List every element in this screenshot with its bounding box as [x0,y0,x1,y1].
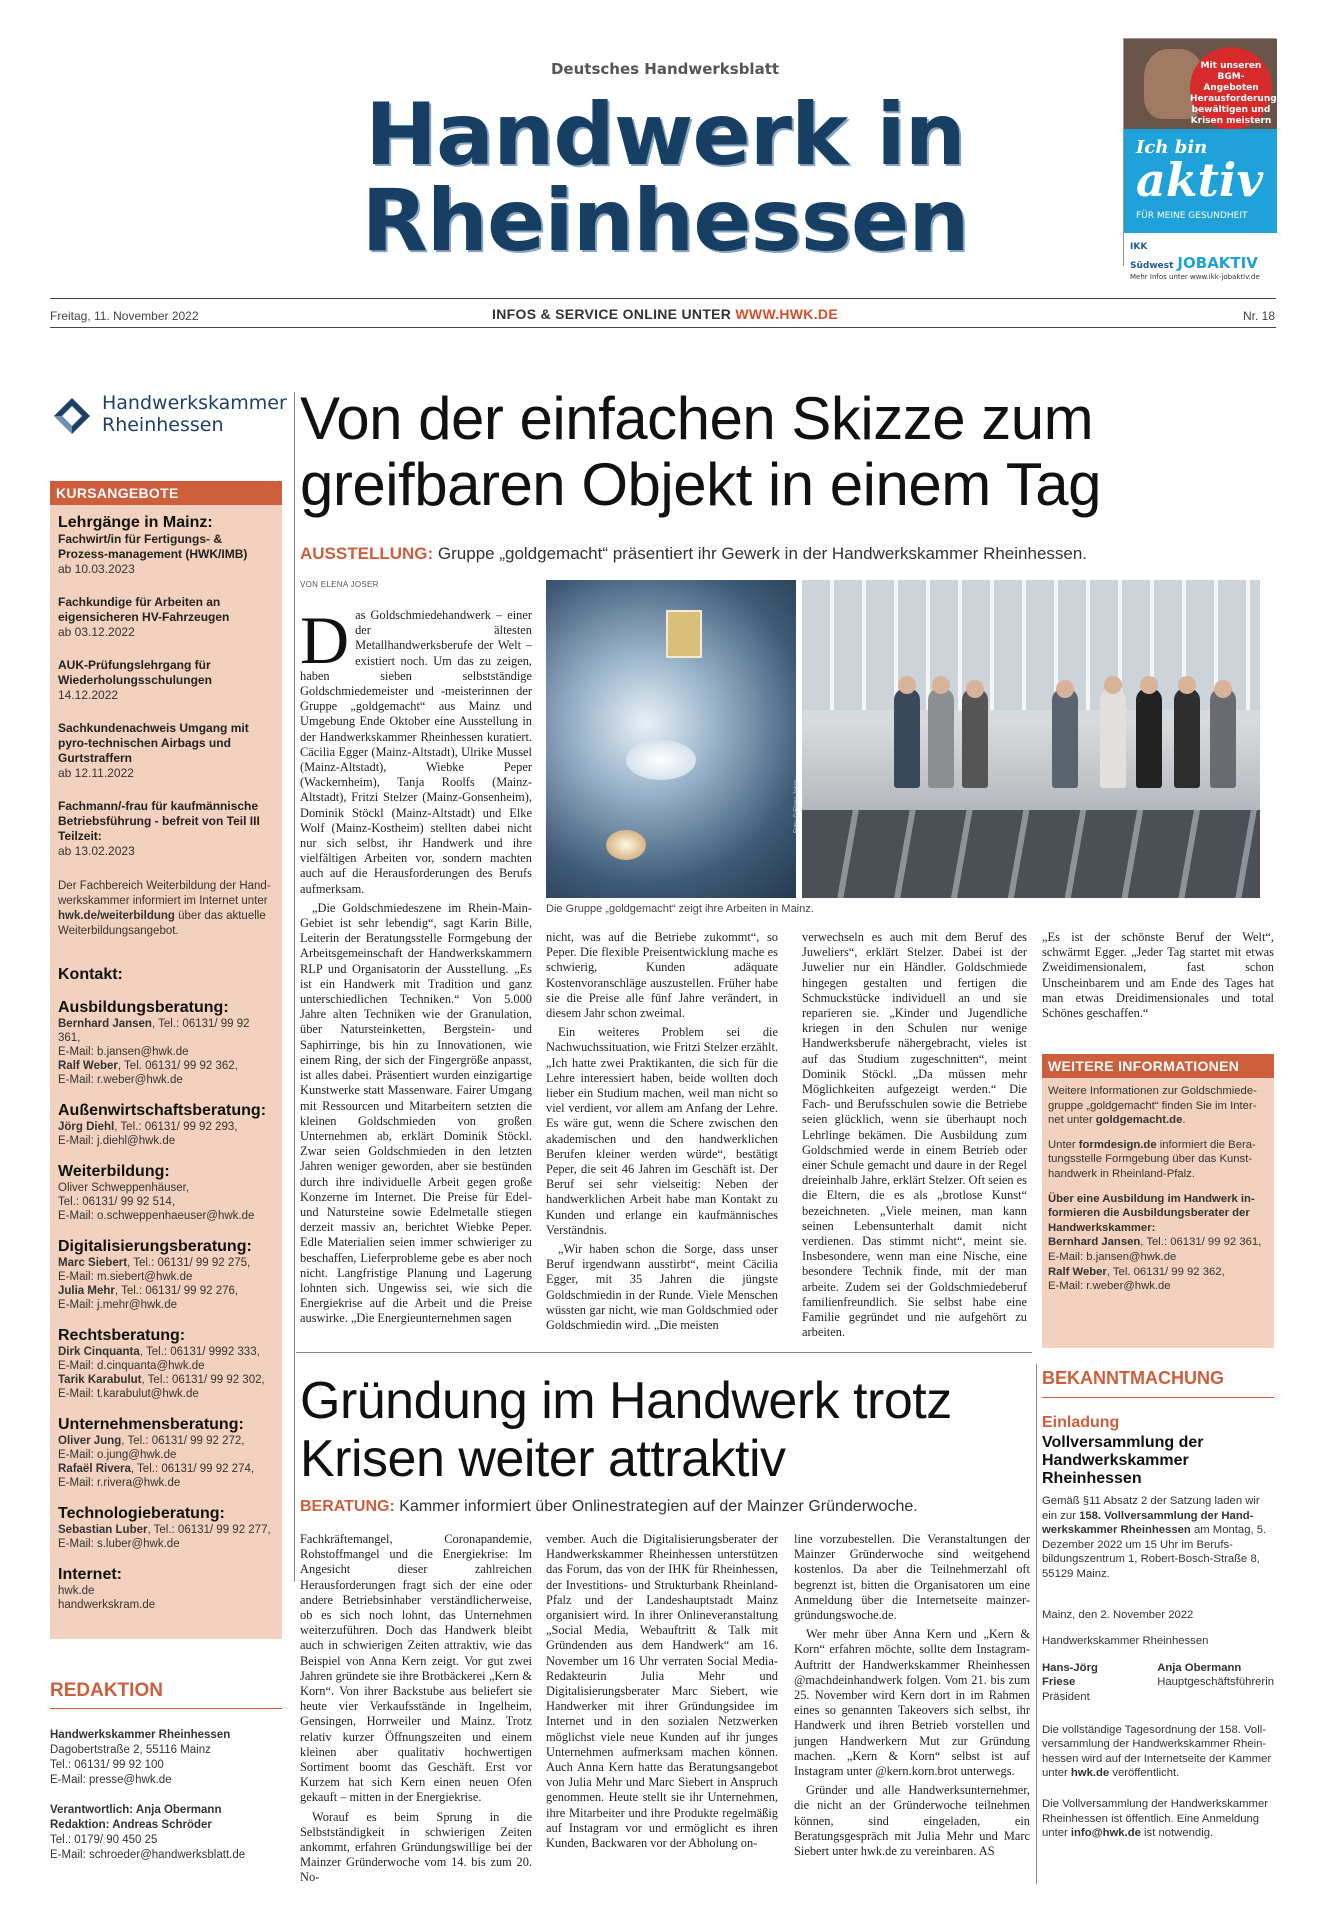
contact-heading: Digitalisierungsberatung: [58,1238,252,1255]
header-rule-top [50,298,1276,299]
contact-line[interactable]: hwk.de [58,1585,95,1597]
article2-column-1: Fachkräftemangel, Coronapandemie, Rohstoffmangel und die Energiekrise: Im Angesicht dieser zahlreichen Herausforderungen fragt sich der eine oder andere Betriebsinhaber verständlicherweise, ob es sich noch lohnt, das Unternehmen weiterzuführen. Doch das Handwerk bleibt auch in schwierigen Zeiten attraktiv, wie das Beispiel von Anna Kern zeigt. Vor gut zwei Jahren gründete sie ihre Brotbäckerei „Kern & Korn“. Von ihrer Backstube aus beliefert sie heute vier Verkaufsstände in Ingelheim, Gensingen, Horrweiler und Mainz. Trotz relativ kurzer Öffnungszeiten und einem kleinen aber qualitativ hochwertigen Sortiment boomt das Geschäft. Erst vor Kurzem hat sich Kern einen neuen Ofen gekauft – mitten in der Energiekrise. Worauf es beim Sprung in die Selbstständigkeit in schwierigen Zeiten ankommt, erfahren Gründungswillige bei der Mainzer Gründerwoche vom 14. bis zum 20. No- [300,1532,532,1885]
article1-headline: Von der einfachen Skizze zum greifbaren Objekt in einem Tag [300,385,1102,518]
contact-line: Tarik Karabulut, Tel.: 06131/ 99 92 302, [58,1374,265,1386]
redaktion-line [50,1788,282,1803]
contact-group [58,1565,274,1612]
contact-line[interactable]: E-Mail: r.rivera@hwk.de [58,1477,181,1489]
contact-line[interactable]: E-Mail: b.jansen@hwk.de [58,1046,189,1058]
contact-line: Bernhard Jansen, Tel.: 06131/ 99 92 361, [58,1018,250,1044]
ad-ich-bin: Ich bin [1136,137,1208,158]
formdesign-link[interactable]: formdesign.de [1078,1138,1157,1151]
infos-url-link[interactable]: WWW.HWK.DE [735,306,838,322]
notice-org: Handwerkskammer Rheinhessen [1042,1635,1209,1648]
redaktion-line: E-Mail: presse@hwk.de [50,1774,172,1786]
ad-aktiv: aktiv [1136,153,1264,207]
contact-line: Oliver Jung, Tel.: 06131/ 99 92 272, [58,1435,245,1447]
ad-panel [1124,129,1277,233]
contact-line[interactable]: E-Mail: d.cinquanta@hwk.de [58,1360,205,1372]
course-item[interactable]: Sachkundenachweis Umgang mit pyro-technischen Airbags und Gurtstraffern ab 12.11.2022 [58,721,249,780]
contact-heading: Kontakt: [58,966,123,983]
weiterbildung-note: Der Fachbereich Weiterbildung der Hand-werkskammer informiert im Internet unter hwk.de/weiterbildung über das aktuelle Weiterbildungsangebot. [58,880,271,937]
article1-byline: VON ELENA JOSER [300,580,379,589]
article2-subhead: BERATUNG: Kammer informiert über Onlinestrategien auf der Mainzer Gründerwoche. [300,1498,918,1515]
info-contact-line: Ralf Weber, Tel. 06131/ 99 92 362, [1048,1265,1225,1278]
article2-headline: Gründung im Handwerk trotz Krisen weiter attraktiv [300,1372,952,1488]
redaktion-rule [50,1708,282,1709]
notice-signatures: Hans-Jörg Friese Präsident Anja Obermann Hauptgeschäftsführerin [1042,1661,1274,1703]
contact-line[interactable]: handwerkskram.de [58,1599,156,1611]
header-rule-bottom [50,327,1276,328]
contact-heading: Rechtsberatung: [58,1327,186,1344]
notice-box: BEKANNTMACHUNG Einladung Vollversammlung der Handwerkskammer Rheinhessen Gemäß §11 Absatz 2 der Satzung laden wir ein zur 158. Vollversammlung der Hand-werkskammer Rheinhessen am Montag, 5. Dezember 2022 um 15 Uhr im Berufs-bildungszentrum 1, Robert-Bosch-Straße 8, 55129 Mainz. Mainz, den 2. November 2022 Handwerkskammer Rheinhessen Hans-Jörg Friese Präsident Anja Obermann Hauptgeschäftsführerin Die vollständige Tagesordnung der 158. Voll-versammlung der Handwerkskammer Rhein-hessen wird auf der Internetseite der Kammer unter hwk.de veröffentlicht. Die Vollversammlung der Handwerkskammer Rheinhessen ist öffentlich. Eine Anmeldung unter info@hwk.de ist notwendig. [1042,1368,1274,1840]
contact-line[interactable]: E-Mail: j.mehr@hwk.de [58,1299,178,1311]
contact-line: Oliver Schweppenhäuser, [58,1182,190,1194]
contact-line[interactable]: E-Mail: j.diehl@hwk.de [58,1135,176,1147]
contact-heading: Weiterbildung: [58,1163,170,1180]
contact-heading: Außenwirtschaftsberatung: [58,1102,267,1119]
photo-caption: Die Gruppe „goldgemacht“ zeigt ihre Arbeiten in Mainz. [546,903,814,915]
masthead-line-1: Handwerk in [365,85,965,185]
course-item[interactable]: Fachwirt/in für Fertigungs- & Prozess-management (HWK/IMB) ab 10.03.2023 [58,532,248,576]
group-photo [802,580,1260,898]
contact-line: Jörg Diehl, Tel.: 06131/ 99 92 293, [58,1121,238,1133]
contact-heading: Ausbildungsberatung: [58,999,229,1016]
info-contact-line: Bernhard Jansen, Tel.: 06131/ 99 92 361, [1048,1236,1262,1249]
redaktion-line: Verantwortlich: Anja Obermann [50,1804,222,1816]
drop-cap: D [300,602,350,678]
contact-line[interactable]: E-Mail: o.jung@hwk.de [58,1449,177,1461]
redaktion-line: Dagobertstraße 2, 55116 Mainz [50,1744,211,1756]
contact-heading: Internet: [58,1566,122,1583]
contact-group [58,1101,274,1148]
contact-line[interactable]: E-Mail: o.schweppenhaeuser@hwk.de [58,1210,255,1222]
contact-heading: Unternehmensberatung: [58,1416,244,1433]
contact-heading: Technologieberatung: [58,1505,225,1522]
article2-column-3: line vorzubestellen. Die Veranstaltungen der Mainzer Gründerwoche sind weitgehend kostenlos. Da aber die Teilnehmerzahl oft begrenzt ist, bitten die Organisatoren um eine Anmeldung über die Internetseite mainzer-gründungswoche.de. Wer mehr über Anna Kern und „Kern & Korn“ erfahren möchte, sollte dem Instagram-Auftritt der Handwerkskammer Rheinhessen @machdeinhandwerk folgen. Vom 21. bis zum 25. November wird Kern dort in im Rahmen eines so genannten Takeovers sich selbst, ihr Handwerk und ihren Betrieb vorstellen und jungen Handwerkern Mut zur Gründung machen. „Kern & Korn“ selbst ist auf Instagram unter @kern.korn.brot unterwegs. Gründer und alle Handwerksunternehmer, die nicht an der Gründerwoche teilnehmen können, sind eingeladen, ein Beratungsgespräch mit Julia Mehr und Marc Siebert unter hwk.de zu vereinbaren. AS [794,1532,1030,1859]
notice-rule [1042,1397,1274,1398]
info-box: WEITERE INFORMATIONEN Weitere Informationen zur Goldschmiede-gruppe „goldgemacht“ finden Sie im Inter-net unter goldgemacht.de. Unter formdesign.de informiert die Bera-tungsstelle Formgebung über das Kunst-handwerk in Rheinland-Pfalz. Über eine Ausbildung im Handwerk in-formieren die Ausbildungsberater der Handwerkskammer: Bernhard Jansen, Tel.: 06131/ 99 92 361, E-Mail: b.jansen@hwk.de Ralf Weber, Tel. 06131/ 99 92 362, E-Mail: r.weber@hwk.de [1042,1054,1274,1348]
contact-group [58,998,274,1087]
contact-line: Julia Mehr, Tel.: 06131/ 99 92 276, [58,1285,239,1297]
ad-url[interactable]: Mehr Infos unter www.ikk-jobaktiv.de [1130,273,1260,281]
contact-line: Ralf Weber, Tel. 06131/ 99 92 362, [58,1060,238,1072]
courses-intro: Lehrgänge in Mainz: [58,514,213,531]
hwk-logo-icon [52,396,92,436]
contact-line[interactable]: E-Mail: m.siebert@hwk.de [58,1271,193,1283]
masthead [320,85,1010,271]
issue-number: Nr. 18 [1242,309,1275,323]
contact-line[interactable]: E-Mail: s.luber@hwk.de [58,1538,180,1550]
contact-group [58,1415,274,1490]
infos-banner [380,306,950,322]
redaktion-line: Handwerkskammer Rheinhessen [50,1729,231,1741]
notice-title: Vollversammlung der Handwerkskammer Rheinhessen [1042,1434,1204,1487]
contact-group [58,1326,274,1401]
jobaktiv-logo: JOBAKTIV [1177,254,1258,272]
article-separator [296,1352,1032,1353]
notice-divider [1036,1364,1037,1884]
redaktion-heading: REDAKTION [50,1680,163,1701]
notice-einladung: Einladung [1042,1414,1120,1431]
info-contact-line[interactable]: E-Mail: r.weber@hwk.de [1048,1280,1171,1293]
redaktion-line: Tel.: 0179/ 90 450 25 [50,1834,158,1846]
infos-prefix: INFOS & SERVICE ONLINE UNTER [492,306,732,322]
course-item[interactable]: Fachmann/-frau für kaufmännische Betriebsführung - befreit von Teil III Teilzeit: ab 13.02.2023 [58,799,260,858]
contact-line: Rafaël Rivera, Tel.: 06131/ 99 92 274, [58,1463,255,1475]
article1-subhead: AUSSTELLUNG: Gruppe „goldgemacht“ präsentiert ihr Gewerk in der Handwerkskammer Rheinhessen. [300,544,1088,563]
masthead-line-2: Rheinhessen [361,171,969,271]
goldgemacht-link[interactable]: goldgemacht.de [1095,1114,1183,1127]
contact-line[interactable]: E-Mail: r.weber@hwk.de [58,1074,183,1086]
contact-line[interactable]: E-Mail: t.karabulut@hwk.de [58,1388,199,1400]
contact-group [58,1237,274,1312]
contact-list [50,998,282,1612]
contact-group [58,1162,274,1223]
info-contact-line[interactable]: E-Mail: b.jansen@hwk.de [1048,1250,1177,1263]
notice-date: Mainz, den 2. November 2022 [1042,1608,1194,1621]
redaktion-line: Tel.: 06131/ 99 92 100 [50,1759,164,1771]
courses-heading: KURSANGEBOTE [50,481,282,505]
jewelry-photo [546,580,800,898]
article1-column-4: „Es ist der schönste Beruf der Welt“, schwärmt Egger. „Jeder Tag startet mit etwas Zweidimensionalem, fast schon Unscheinbarem und am Ende des Tages hat man etwas Dreidimensionales und total Schönes geschaffen.“ [1042,930,1274,1021]
ikk-logo: IKK Südwest [1130,242,1174,271]
publisher-name: Deutsches Handwerksblatt [550,60,780,78]
article2-column-2: vember. Auch die Digitalisierungsberater der Handwerkskammer Rheinhessen unterstützen das Forum, das von der IHK für Rheinhessen, der Investitions- und Strukturbank Rheinland-Pfalz und der Landeshauptstadt Mainz organisiert wird. In ihrer Onlineveranstaltung „Social Media, Webauftritt & Talk mit Gründenden aus dem Handwerk“ am 16. November um 16 Uhr verraten Social Media-Redakteurin Julia Mehr und Digitalisierungsberater Marc Siebert, wie Handwerker mit ihrer Gründungsidee im Internet und in den sozialen Netzwerken möglichst viele neue Kunden auf ihr junges Unternehmen aufmerksam machen können. Auch Anna Kern hatte das Beratungsangebot von Julia Mehr und Marc Siebert in Anspruch genommen. Heute stellt sie ihr Unternehmen, ihre Mitarbeiter und ihre Produkte regelmäßig auf Instagram vor und ermöglicht es ihren Kunden, Backwaren vor der Abholung on- [546,1532,778,1851]
redaktion-line: E-Mail: schroeder@handwerksblatt.de [50,1849,246,1861]
redaktion-line: Redaktion: Andreas Schröder [50,1819,212,1831]
article1-column-1: Das Goldschmiedehandwerk – einer der ältesten Metallhandwerksberufe der Welt – existiert noch. Um das zu zeigen, haben sieben selbstständige Goldschmiedemeister und -meisterinnen der Gruppe „goldgemacht“ aus Mainz und Umgebung Ende Oktober eine Ausstellung in der Handwerkskammer Rheinhessen kuratiert. Cäcilia Egger (Mainz-Altstadt), Ulrike Mussel (Mainz-Altstadt), Wiebke Peper (Wackernheim), Tanja Roolfs (Mainz-Altstadt), Fritzi Stelzer (Mainz-Gonsenheim), Dominik Stöckl (Mainz-Altstadt) und Elke Wolf (Mainz-Kostheim) stellten dabei nicht nur sich selbst, ihr Handwerk und ihre vielfältigen Arbeiten vor, sondern machten auch auf die Herausforderungen des Berufs aufmerksam. „Die Goldschmiedeszene im Rhein-Main-Gebiet ist sehr lebendig“, sagt Karin Bille, Leiterin der Beratungsstelle Formgebung der Arbeitsgemeinschaft der Handwerkskammern RLP und Organisatorin der Ausstellung. „Es ist ein Handwerk mit Tradition und ganz unterschiedlichen Techniken.“ Von 5.000 Jahre alten Techniken wie der Granulation, über Natursteinketten, Bergstein- und Saphirringe, bis hin zu Innovationen, wie einem Ring, der sich der Fingergröße anpasst, ist alles dabei. Präsentiert wurden einzigartige Kunstwerke statt Massenware. Fairer Umgang mit Ressourcen und Mitarbeitern setzten die kleinen Goldschmieden von großen Unternehmen ab, erklärt Dominik Stöckl. Zwar seien Goldschmieden in den letzten Jahren weniger geworden, aber sie bestünden durch ihre individuelle Arbeit gegen große Konzerne im Internet. Die Preise für Edel- und Natursteine sowie Edelmetalle stiegen derzeit massiv an, berichtet Wiebke Peper. Edle Materialien seien immer schwieriger zu beschaffen, Lieferprobleme gebe es aber noch nicht. Langfristige Planung und Lagerung lohnten sich. Ungewiss sei, wie sich die Energiekrise auf die Arbeit und die Preise auswirke. „Die Energieunternehmen sagen [300,602,532,1326]
org-line-1: Handwerkskammer [102,392,287,414]
issue-date: Freitag, 11. November 2022 [50,309,199,323]
org-name [102,392,287,436]
info-email-link[interactable]: info@hwk.de [1070,1827,1141,1840]
notice-heading: BEKANNTMACHUNG [1042,1368,1224,1388]
article1-column-2: nicht, was auf die Betriebe zukommt“, so Peper. Die flexible Preisentwicklung mache es schwierig, Kunden adäquate Kostenvoranschläge auszustellen. Früher habe sie die Preise alle fünf Jahre verändert, in diesem Jahr schon zweimal. Ein weiteres Problem sei die Nachwuchssituation, wie Fritzi Stelzer erzählt. „Ich hatte zwei Praktikanten, die sich für die Lehre interessiert haben, beide wollten doch lieber ein Studium machen, weil man nicht so viel verdient, vor allem am Anfang der Lehre. Es wäre gut, wenn die Schere zwischen den akademischen und den handwerklichen Berufen kleiner werden würde“, bestätigt Peper, die seit 46 Jahren im Geschäft ist. Der Beruf sei sehr vielseitig: Neben der handwerklichen Arbeit habe man Kontakt zu Kunden und erlange ein kaufmännisches Verständnis. „Wir haben schon die Sorge, dass unser Beruf irgendwann ausstirbt“, meint Cäcilia Egger, mit 35 Jahren die jüngste Goldschmiedin in der Runde. Viele Menschen wüssten gar nicht, wie man Goldschmied oder Goldschmiedin wird. „Die meisten [546,930,778,1333]
weiterbildung-link[interactable]: hwk.de/weiterbildung [58,910,175,922]
ad-tagline: FÜR MEINE GESUNDHEIT [1136,211,1248,221]
ad-badge: Mit unseren BGM-Angeboten Herausforderungen bewältigen und Krisen meistern [1190,47,1272,129]
sidebar-box [50,481,282,1639]
ad-footer [1124,233,1277,281]
org-line-2: Rheinhessen [102,414,224,436]
hwk-link[interactable]: hwk.de [1070,1767,1110,1780]
article1-column-3: verwechseln es auch mit dem Beruf des Juweliers“, erklärt Stelzer. Dabei ist der Juwelier nur ein Händler. Goldschmiede hingegen gestalten und fertigen die Schmuckstücke individuell an und sie reparieren sie. „Kinder und Jugendliche kriegen in den Schulen nur wenige Handwerksberufe nähergebracht, vieles ist auf das Studium zugeschnitten“, meint Dominik Stöckl. „Da müssen mehr Möglichkeiten aufgezeigt werden.“ Die Fach- und Berufsschulen sowie die Betriebe seien glücklich, wenn sie überhaupt noch Lehrlinge bekämen. Die Ausbildung zum Goldschmied werde in einem Betrieb oder einer Schule gemacht und daure in der Regel dreieinhalb Jahre, erklärt Stelzer. Oft seien es die Eltern, die es als „brotlose Kunst“ bezeichneten. „Viele meinen, man kann seinen Lebensunterhalt damit nicht verdienen. Das stimmt nicht“, meint sie. Insbesondere, wenn man eine Nische, eine besondere Technik finde, mit der man arbeite. Zudem sei der Goldschmiedeberuf familienfreundlich. Sie selbst habe eine Familie gegründet und nie aufgehört zu arbeiten. [802,930,1028,1340]
article2-kicker: BERATUNG: [300,1498,395,1515]
contact-line: Marc Siebert, Tel.: 06131/ 99 92 275, [58,1257,251,1269]
ikk-advertisement[interactable] [1123,38,1290,281]
column-divider [294,392,295,1582]
course-item[interactable]: AUK-Prüfungslehrgang für Wiederholungsschulungen 14.12.2022 [58,658,212,702]
contact-line: Tel.: 06131/ 99 92 514, [58,1196,176,1208]
redaktion-block [50,1728,282,1863]
course-item[interactable]: Fachkundige für Arbeiten an eigensicheren HV-Fahrzeugen ab 03.12.2022 [58,595,230,639]
contact-line: Sebastian Luber, Tel.: 06131/ 99 92 277, [58,1524,271,1536]
article1-kicker: AUSSTELLUNG: [300,544,434,563]
photo-credit: Foto: © Elena Joser [794,780,800,834]
info-box-heading: WEITERE INFORMATIONEN [1042,1054,1274,1078]
contact-line: Dirk Cinquanta, Tel.: 06131/ 9992 333, [58,1346,260,1358]
info-box-contacts [1048,1235,1268,1293]
contact-group [58,1504,274,1551]
